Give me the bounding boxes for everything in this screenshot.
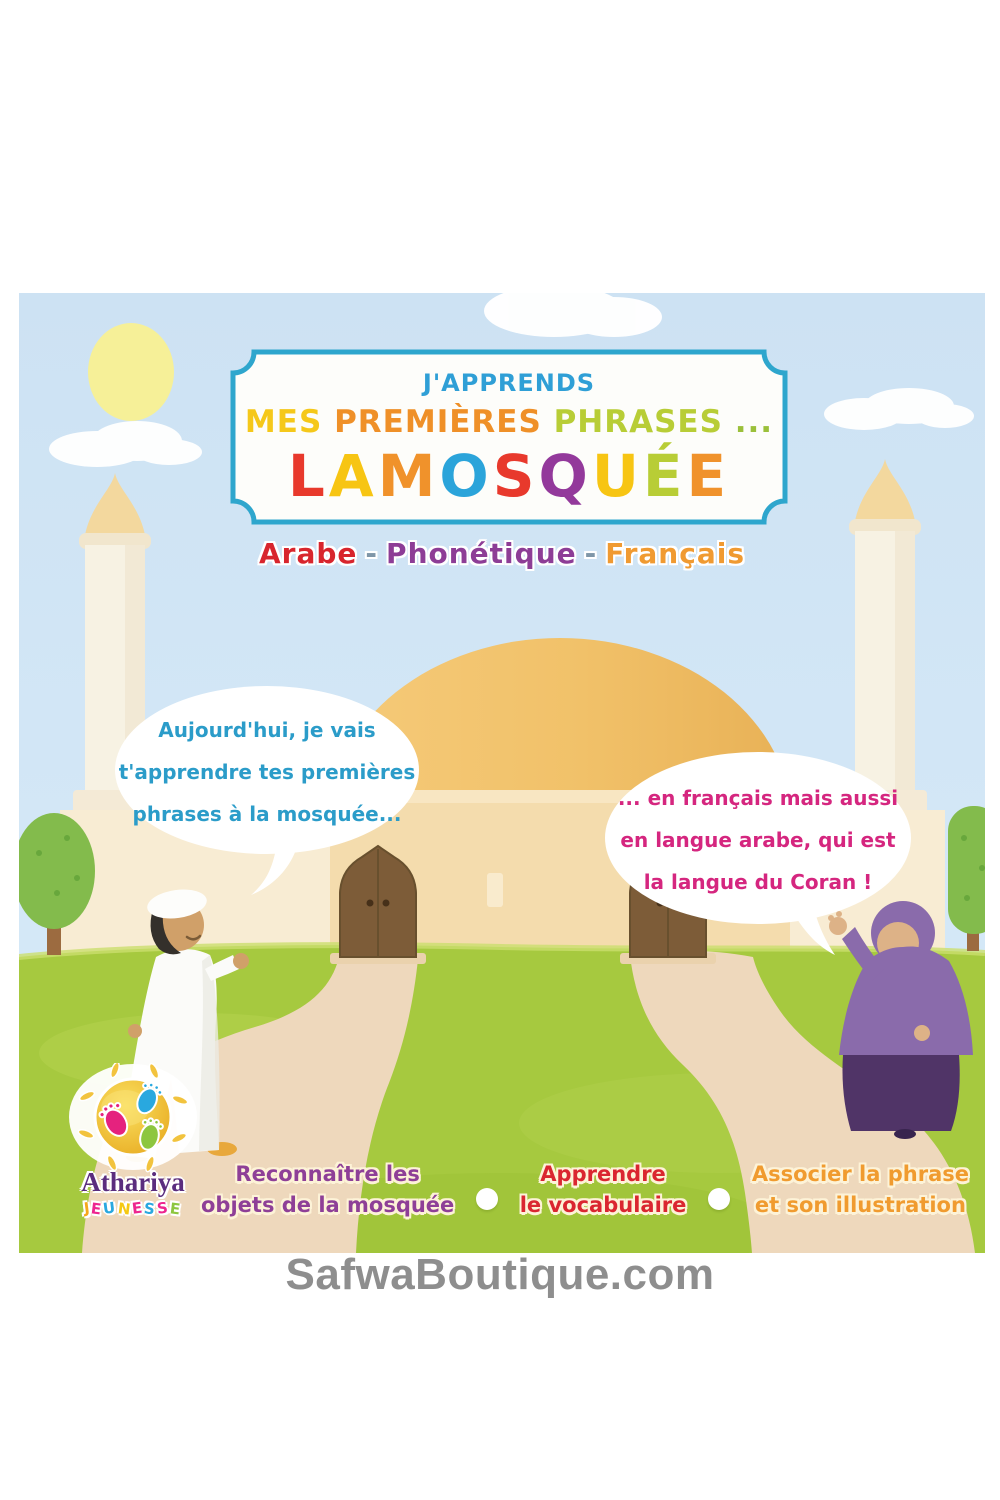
feature-line: Reconnaître les: [235, 1162, 420, 1186]
sun: [88, 323, 174, 421]
feature-line: le vocabulaire: [519, 1193, 687, 1217]
feature-learn: [520, 1159, 687, 1221]
languages-line: Arabe - Phonétique - Français: [259, 537, 745, 570]
feature-line: Apprendre: [540, 1162, 666, 1186]
features-row: [201, 1159, 969, 1221]
cover-illustration: [19, 293, 985, 1253]
feature-match: [752, 1159, 969, 1221]
title-main: LAMOSQUÉE: [287, 442, 731, 510]
speech-line: t'apprendre tes premières: [118, 760, 416, 784]
title-box: [228, 347, 790, 527]
feature-line: objets de la mosquée: [201, 1193, 455, 1217]
watermark: SafwaBoutique.com: [285, 1250, 715, 1299]
speech-line: la langue du Coran !: [643, 870, 873, 894]
window: [487, 873, 503, 907]
feature-line: et son illustration: [754, 1193, 966, 1217]
publisher-logo-mark: [58, 1063, 208, 1175]
feature-line: Associer la phrase: [751, 1162, 969, 1186]
speech-line: phrases à la mosquée...: [132, 802, 402, 826]
speech-line: Aujourd'hui, je vais: [158, 718, 376, 742]
speech-line: ... en français mais aussi: [617, 786, 899, 810]
publisher-name: Athariya: [81, 1167, 185, 1197]
speech-text-right: [598, 777, 918, 903]
title-kicker: J'APPRENDS: [422, 369, 596, 397]
publisher-logo: [53, 1063, 213, 1217]
publisher-collection: JEUNESSE: [82, 1198, 184, 1219]
speech-line: en langue arabe, qui est: [620, 828, 896, 852]
feature-separator-dot: [476, 1188, 498, 1210]
cloud-top: [484, 293, 662, 337]
feature-separator-dot: [708, 1188, 730, 1210]
speech-text-left: [107, 709, 427, 835]
title-series: MES PREMIÈRES PHRASES ...: [244, 404, 774, 440]
feature-recognize: [201, 1159, 454, 1221]
